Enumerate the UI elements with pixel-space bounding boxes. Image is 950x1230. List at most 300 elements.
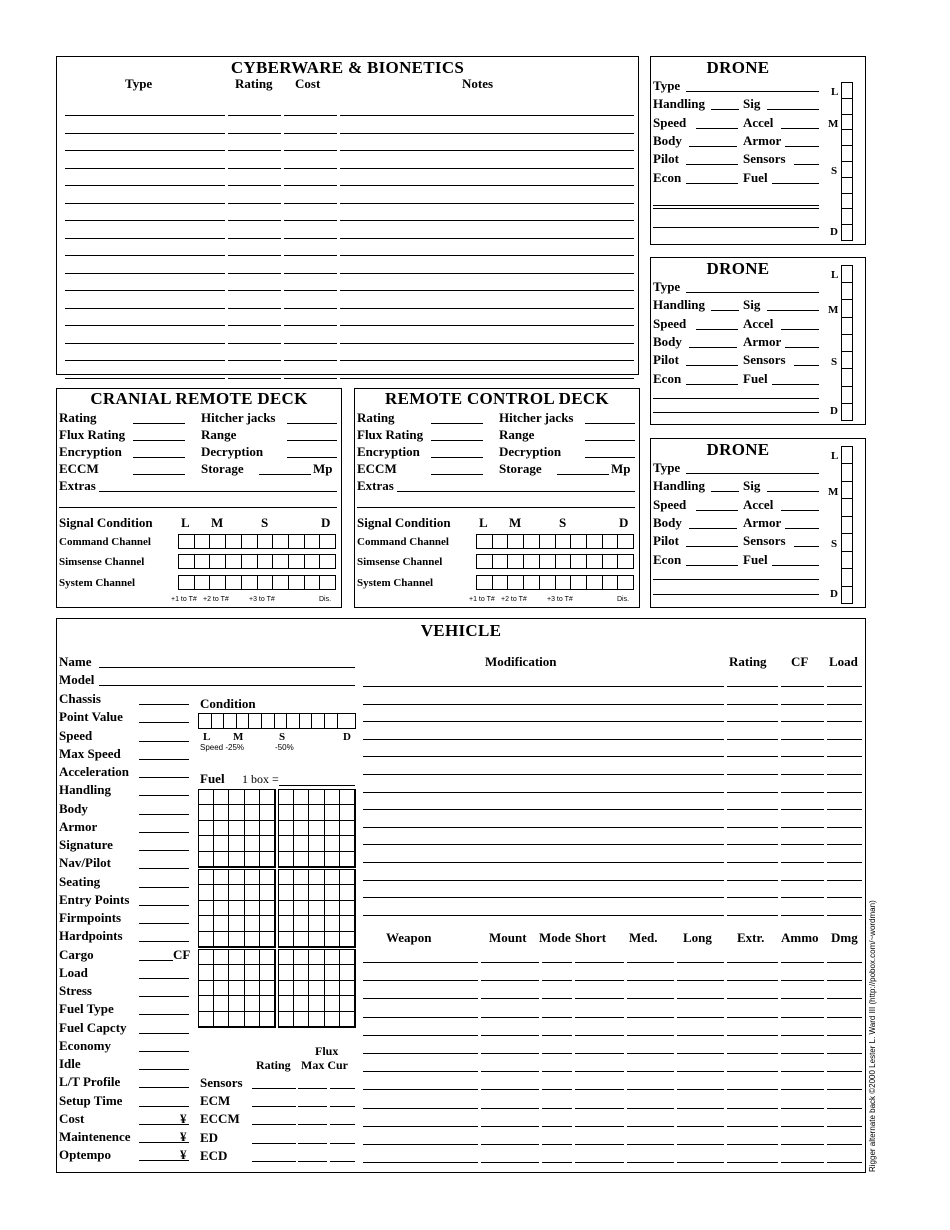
weapon-row-line[interactable] <box>677 1126 724 1127</box>
condition-box[interactable] <box>249 714 262 728</box>
deck-command-track[interactable] <box>476 534 634 549</box>
vehicle-stat-field[interactable] <box>139 1069 189 1070</box>
fuel-box[interactable] <box>214 790 229 805</box>
fuel-box[interactable] <box>340 1012 355 1027</box>
weapon-row-line[interactable] <box>542 998 572 999</box>
cyber-row-line[interactable] <box>284 378 337 379</box>
channel-box[interactable] <box>210 555 226 568</box>
weapon-row-line[interactable] <box>677 1162 724 1163</box>
vehicle-sensor-rating[interactable] <box>252 1106 296 1107</box>
weapon-row-line[interactable] <box>727 1144 778 1145</box>
drone-field-econ[interactable] <box>686 565 738 566</box>
fuel-box[interactable] <box>260 981 275 996</box>
fuel-box[interactable] <box>229 965 244 980</box>
channel-box[interactable] <box>273 576 289 589</box>
fuel-box[interactable] <box>309 901 324 916</box>
fuel-box[interactable] <box>279 870 294 885</box>
mod-row-line[interactable] <box>827 897 862 898</box>
cyber-row-line[interactable] <box>284 343 337 344</box>
fuel-box[interactable] <box>199 996 214 1011</box>
cyber-row-line[interactable] <box>228 273 281 274</box>
drone-field-armor[interactable] <box>785 528 819 529</box>
deck-field-encryption[interactable] <box>431 457 483 458</box>
fuel-box[interactable] <box>325 932 340 947</box>
weapon-row-line[interactable] <box>627 1035 674 1036</box>
mod-row-line[interactable] <box>727 792 778 793</box>
cyber-row-line[interactable] <box>228 168 281 169</box>
mod-row-line[interactable] <box>727 844 778 845</box>
fuel-box[interactable] <box>340 805 355 820</box>
vehicle-stat-field[interactable] <box>139 1014 189 1015</box>
fuel-box[interactable] <box>214 870 229 885</box>
fuel-grid[interactable] <box>278 789 356 868</box>
deck-simsense-track[interactable] <box>178 554 336 569</box>
drone-field-handling[interactable] <box>711 491 739 492</box>
weapon-row-line[interactable] <box>575 1108 624 1109</box>
fuel-box[interactable] <box>279 916 294 931</box>
cyber-row-line[interactable] <box>228 185 281 186</box>
drone-field-body[interactable] <box>689 347 737 348</box>
weapon-row-line[interactable] <box>575 1144 624 1145</box>
vehicle-condition-track[interactable] <box>198 713 356 729</box>
fuel-box[interactable] <box>279 901 294 916</box>
mod-row-line[interactable] <box>727 686 778 687</box>
fuel-grid[interactable] <box>278 869 356 948</box>
fuel-box[interactable] <box>279 805 294 820</box>
cyber-row-line[interactable] <box>340 168 634 169</box>
fuel-box[interactable] <box>294 885 309 900</box>
fuel-box[interactable] <box>325 852 340 867</box>
deck-system-track[interactable] <box>476 575 634 590</box>
cyber-row-line[interactable] <box>284 255 337 256</box>
cyber-row-line[interactable] <box>284 168 337 169</box>
cyber-row-line[interactable] <box>284 150 337 151</box>
weapon-row-line[interactable] <box>575 962 624 963</box>
drone-field-type[interactable] <box>686 292 819 293</box>
fuel-box[interactable] <box>309 821 324 836</box>
weapon-row-line[interactable] <box>827 1035 862 1036</box>
condition-box[interactable] <box>842 387 852 404</box>
mod-row-line[interactable] <box>727 897 778 898</box>
deck-field-flux[interactable] <box>133 440 185 441</box>
fuel-box[interactable] <box>340 885 355 900</box>
mod-row-line[interactable] <box>727 880 778 881</box>
fuel-box[interactable] <box>309 790 324 805</box>
drone-notes-line[interactable] <box>653 398 819 399</box>
channel-box[interactable] <box>320 535 335 548</box>
cyber-row-line[interactable] <box>65 325 225 326</box>
mod-row-line[interactable] <box>727 739 778 740</box>
cyber-row-line[interactable] <box>340 185 634 186</box>
weapon-row-line[interactable] <box>781 1126 824 1127</box>
cyber-row-line[interactable] <box>65 150 225 151</box>
mod-row-line[interactable] <box>827 844 862 845</box>
weapon-row-line[interactable] <box>677 980 724 981</box>
drone-field-armor[interactable] <box>785 146 819 147</box>
fuel-box[interactable] <box>214 932 229 947</box>
cyber-row-line[interactable] <box>65 360 225 361</box>
channel-box[interactable] <box>508 576 524 589</box>
vehicle-sensor-rating[interactable] <box>252 1088 296 1089</box>
fuel-box[interactable] <box>229 852 244 867</box>
vehicle-sensor-rating[interactable] <box>252 1124 296 1125</box>
fuel-box[interactable] <box>214 981 229 996</box>
channel-box[interactable] <box>305 555 321 568</box>
condition-box[interactable] <box>842 404 852 421</box>
weapon-row-line[interactable] <box>542 1035 572 1036</box>
deck-field-eccm[interactable] <box>133 474 185 475</box>
weapon-row-line[interactable] <box>781 998 824 999</box>
weapon-row-line[interactable] <box>542 1126 572 1127</box>
mod-row-line[interactable] <box>727 862 778 863</box>
fuel-box[interactable] <box>199 821 214 836</box>
fuel-box[interactable] <box>260 916 275 931</box>
fuel-box[interactable] <box>340 901 355 916</box>
drone-field-body[interactable] <box>689 528 737 529</box>
mod-row-line[interactable] <box>781 880 824 881</box>
channel-box[interactable] <box>493 535 509 548</box>
weapon-row-line[interactable] <box>481 980 539 981</box>
mod-row-line[interactable] <box>827 704 862 705</box>
weapon-row-line[interactable] <box>781 1035 824 1036</box>
fuel-box[interactable] <box>340 790 355 805</box>
mod-row-line[interactable] <box>781 809 824 810</box>
fuel-box[interactable] <box>245 965 260 980</box>
weapon-row-line[interactable] <box>627 1053 674 1054</box>
channel-box[interactable] <box>540 535 556 548</box>
weapon-row-line[interactable] <box>363 1144 478 1145</box>
weapon-row-line[interactable] <box>781 1089 824 1090</box>
condition-box[interactable] <box>842 115 852 131</box>
fuel-box[interactable] <box>309 805 324 820</box>
weapon-row-line[interactable] <box>627 1071 674 1072</box>
fuel-box[interactable] <box>229 821 244 836</box>
cyber-row-line[interactable] <box>65 308 225 309</box>
fuel-box[interactable] <box>214 852 229 867</box>
mod-row-line[interactable] <box>827 809 862 810</box>
weapon-row-line[interactable] <box>363 998 478 999</box>
fuel-box[interactable] <box>279 885 294 900</box>
fuel-box[interactable] <box>260 950 275 965</box>
fuel-box[interactable] <box>260 1012 275 1027</box>
channel-box[interactable] <box>477 535 493 548</box>
fuel-box[interactable] <box>245 932 260 947</box>
condition-box[interactable] <box>842 499 852 516</box>
channel-box[interactable] <box>493 555 509 568</box>
mod-row-line[interactable] <box>781 721 824 722</box>
vehicle-sensor-max[interactable] <box>298 1106 327 1107</box>
fuel-box[interactable] <box>325 996 340 1011</box>
channel-box[interactable] <box>305 535 321 548</box>
weapon-row-line[interactable] <box>677 1108 724 1109</box>
fuel-box[interactable] <box>279 790 294 805</box>
fuel-box[interactable] <box>340 852 355 867</box>
cyber-row-line[interactable] <box>228 360 281 361</box>
drone-notes-line[interactable] <box>653 227 819 228</box>
drone-notes-line[interactable] <box>653 208 819 209</box>
weapon-row-line[interactable] <box>542 980 572 981</box>
mod-row-line[interactable] <box>781 862 824 863</box>
fuel-box[interactable] <box>199 950 214 965</box>
vehicle-stat-field[interactable] <box>139 905 189 906</box>
condition-box[interactable] <box>842 464 852 481</box>
vehicle-stat-field[interactable] <box>139 704 189 705</box>
channel-box[interactable] <box>273 535 289 548</box>
fuel-box[interactable] <box>325 821 340 836</box>
weapon-row-line[interactable] <box>781 1144 824 1145</box>
vehicle-sensor-max[interactable] <box>298 1161 327 1162</box>
weapon-row-line[interactable] <box>677 962 724 963</box>
channel-box[interactable] <box>210 576 226 589</box>
drone-condition-track[interactable] <box>841 265 853 421</box>
deck-field-extras[interactable] <box>397 491 635 492</box>
weapon-row-line[interactable] <box>481 1144 539 1145</box>
weapon-row-line[interactable] <box>827 1017 862 1018</box>
cyber-row-line[interactable] <box>284 360 337 361</box>
condition-box[interactable] <box>842 162 852 178</box>
condition-box[interactable] <box>842 130 852 146</box>
fuel-box[interactable] <box>199 916 214 931</box>
drone-field-pilot[interactable] <box>686 164 738 165</box>
channel-box[interactable] <box>258 576 274 589</box>
mod-row-line[interactable] <box>827 792 862 793</box>
fuel-box[interactable] <box>260 996 275 1011</box>
fuel-box[interactable] <box>309 885 324 900</box>
drone-field-handling[interactable] <box>711 310 739 311</box>
condition-box[interactable] <box>338 714 351 728</box>
fuel-box[interactable] <box>199 885 214 900</box>
weapon-row-line[interactable] <box>363 1089 478 1090</box>
cyber-row-line[interactable] <box>228 203 281 204</box>
fuel-box[interactable] <box>260 965 275 980</box>
condition-box[interactable] <box>224 714 237 728</box>
fuel-box[interactable] <box>214 950 229 965</box>
condition-box[interactable] <box>842 534 852 551</box>
weapon-row-line[interactable] <box>363 1071 478 1072</box>
deck-field-rating[interactable] <box>431 423 483 424</box>
cyber-row-line[interactable] <box>340 238 634 239</box>
vehicle-stat-field[interactable] <box>139 868 189 869</box>
cyber-row-line[interactable] <box>65 378 225 379</box>
weapon-row-line[interactable] <box>827 980 862 981</box>
vehicle-stat-field[interactable] <box>139 722 189 723</box>
channel-box[interactable] <box>603 535 619 548</box>
fuel-box[interactable] <box>294 981 309 996</box>
deck-simsense-track[interactable] <box>476 554 634 569</box>
fuel-box[interactable] <box>325 1012 340 1027</box>
fuel-box[interactable] <box>199 1012 214 1027</box>
condition-box[interactable] <box>842 146 852 162</box>
fuel-box[interactable] <box>229 836 244 851</box>
fuel-box[interactable] <box>294 996 309 1011</box>
channel-box[interactable] <box>179 555 195 568</box>
fuel-box[interactable] <box>279 836 294 851</box>
cyber-row-line[interactable] <box>228 220 281 221</box>
condition-box[interactable] <box>842 209 852 225</box>
cyber-row-line[interactable] <box>284 325 337 326</box>
weapon-row-line[interactable] <box>677 1053 724 1054</box>
cyber-row-line[interactable] <box>340 290 634 291</box>
channel-box[interactable] <box>508 535 524 548</box>
fuel-box[interactable] <box>245 1012 260 1027</box>
weapon-row-line[interactable] <box>575 1089 624 1090</box>
cyber-row-line[interactable] <box>65 168 225 169</box>
weapon-row-line[interactable] <box>363 1053 478 1054</box>
mod-row-line[interactable] <box>827 721 862 722</box>
deck-command-track[interactable] <box>178 534 336 549</box>
weapon-row-line[interactable] <box>781 1053 824 1054</box>
fuel-box[interactable] <box>260 836 275 851</box>
mod-row-line[interactable] <box>363 915 724 916</box>
fuel-box[interactable] <box>309 965 324 980</box>
deck-system-track[interactable] <box>178 575 336 590</box>
condition-box[interactable] <box>842 335 852 352</box>
fuel-box[interactable] <box>199 852 214 867</box>
channel-box[interactable] <box>226 576 242 589</box>
fuel-box[interactable] <box>260 901 275 916</box>
cyber-row-line[interactable] <box>284 220 337 221</box>
drone-field-pilot[interactable] <box>686 365 738 366</box>
fuel-box[interactable] <box>340 981 355 996</box>
fuel-box[interactable] <box>245 805 260 820</box>
drone-field-accel[interactable] <box>781 128 819 129</box>
weapon-row-line[interactable] <box>481 1162 539 1163</box>
cyber-row-line[interactable] <box>65 238 225 239</box>
cyber-row-line[interactable] <box>228 290 281 291</box>
mod-row-line[interactable] <box>781 756 824 757</box>
fuel-box[interactable] <box>340 821 355 836</box>
fuel-box[interactable] <box>214 805 229 820</box>
condition-box[interactable] <box>842 517 852 534</box>
channel-box[interactable] <box>289 576 305 589</box>
vehicle-sensor-max[interactable] <box>298 1088 327 1089</box>
channel-box[interactable] <box>195 555 211 568</box>
drone-condition-track[interactable] <box>841 82 853 241</box>
fuel-box[interactable] <box>279 852 294 867</box>
vehicle-stat-field[interactable] <box>139 923 189 924</box>
drone-field-handling[interactable] <box>711 109 739 110</box>
channel-box[interactable] <box>571 555 587 568</box>
weapon-row-line[interactable] <box>627 962 674 963</box>
weapon-row-line[interactable] <box>627 998 674 999</box>
deck-field-extras[interactable] <box>99 491 337 492</box>
condition-box[interactable] <box>842 587 852 604</box>
weapon-row-line[interactable] <box>727 1162 778 1163</box>
fuel-box[interactable] <box>309 836 324 851</box>
weapon-row-line[interactable] <box>542 1162 572 1163</box>
weapon-row-line[interactable] <box>575 1035 624 1036</box>
fuel-box[interactable] <box>199 805 214 820</box>
fuel-box[interactable] <box>325 965 340 980</box>
mod-row-line[interactable] <box>363 844 724 845</box>
vehicle-stat-field[interactable] <box>139 1087 189 1088</box>
mod-row-line[interactable] <box>363 704 724 705</box>
deck-field-extras[interactable] <box>357 507 635 508</box>
mod-row-line[interactable] <box>827 686 862 687</box>
channel-box[interactable] <box>179 535 195 548</box>
drone-field-type[interactable] <box>686 91 819 92</box>
mod-row-line[interactable] <box>827 862 862 863</box>
weapon-row-line[interactable] <box>627 1162 674 1163</box>
cyber-row-line[interactable] <box>340 133 634 134</box>
fuel-box[interactable] <box>245 885 260 900</box>
weapon-row-line[interactable] <box>363 1108 478 1109</box>
weapon-row-line[interactable] <box>727 962 778 963</box>
condition-box[interactable] <box>199 714 212 728</box>
fuel-box[interactable] <box>309 1012 324 1027</box>
channel-box[interactable] <box>179 576 195 589</box>
weapon-row-line[interactable] <box>627 1089 674 1090</box>
weapon-row-line[interactable] <box>727 1126 778 1127</box>
vehicle-sensor-cur[interactable] <box>330 1143 355 1144</box>
fuel-box[interactable] <box>245 996 260 1011</box>
mod-row-line[interactable] <box>727 827 778 828</box>
fuel-box[interactable] <box>325 901 340 916</box>
channel-box[interactable] <box>524 576 540 589</box>
channel-box[interactable] <box>571 535 587 548</box>
fuel-box[interactable] <box>214 965 229 980</box>
deck-field-range[interactable] <box>585 440 635 441</box>
fuel-box[interactable] <box>260 805 275 820</box>
fuel-box[interactable] <box>260 821 275 836</box>
cyber-row-line[interactable] <box>340 325 634 326</box>
mod-row-line[interactable] <box>363 809 724 810</box>
mod-row-line[interactable] <box>781 792 824 793</box>
drone-field-sensors[interactable] <box>794 365 819 366</box>
channel-box[interactable] <box>587 576 603 589</box>
cyber-row-line[interactable] <box>284 203 337 204</box>
vehicle-stat-field[interactable] <box>139 759 189 760</box>
fuel-box[interactable] <box>294 821 309 836</box>
fuel-box[interactable] <box>279 965 294 980</box>
cyber-row-line[interactable] <box>340 308 634 309</box>
fuel-box[interactable] <box>214 996 229 1011</box>
weapon-row-line[interactable] <box>627 1126 674 1127</box>
drone-field-type[interactable] <box>686 473 819 474</box>
mod-row-line[interactable] <box>781 844 824 845</box>
deck-field-hitcher[interactable] <box>585 423 635 424</box>
channel-box[interactable] <box>289 555 305 568</box>
fuel-box[interactable] <box>309 870 324 885</box>
condition-box[interactable] <box>842 482 852 499</box>
mod-row-line[interactable] <box>727 915 778 916</box>
mod-row-line[interactable] <box>363 880 724 881</box>
fuel-box[interactable] <box>294 836 309 851</box>
mod-row-line[interactable] <box>827 739 862 740</box>
condition-box[interactable] <box>842 194 852 210</box>
drone-notes-line[interactable] <box>653 412 819 413</box>
mod-row-line[interactable] <box>363 827 724 828</box>
vehicle-stat-field[interactable] <box>139 741 189 742</box>
condition-box[interactable] <box>842 283 852 300</box>
vehicle-stat-field[interactable] <box>139 978 189 979</box>
weapon-row-line[interactable] <box>481 1089 539 1090</box>
fuel-box[interactable] <box>245 870 260 885</box>
weapon-row-line[interactable] <box>827 1071 862 1072</box>
deck-field-storage[interactable] <box>557 474 609 475</box>
mod-row-line[interactable] <box>827 827 862 828</box>
fuel-box[interactable] <box>340 950 355 965</box>
drone-field-accel[interactable] <box>781 510 819 511</box>
fuel-box[interactable] <box>340 870 355 885</box>
drone-field-armor[interactable] <box>785 347 819 348</box>
channel-box[interactable] <box>524 535 540 548</box>
mod-row-line[interactable] <box>727 809 778 810</box>
fuel-box[interactable] <box>294 870 309 885</box>
weapon-row-line[interactable] <box>363 1126 478 1127</box>
weapon-row-line[interactable] <box>727 1053 778 1054</box>
weapon-row-line[interactable] <box>677 1017 724 1018</box>
